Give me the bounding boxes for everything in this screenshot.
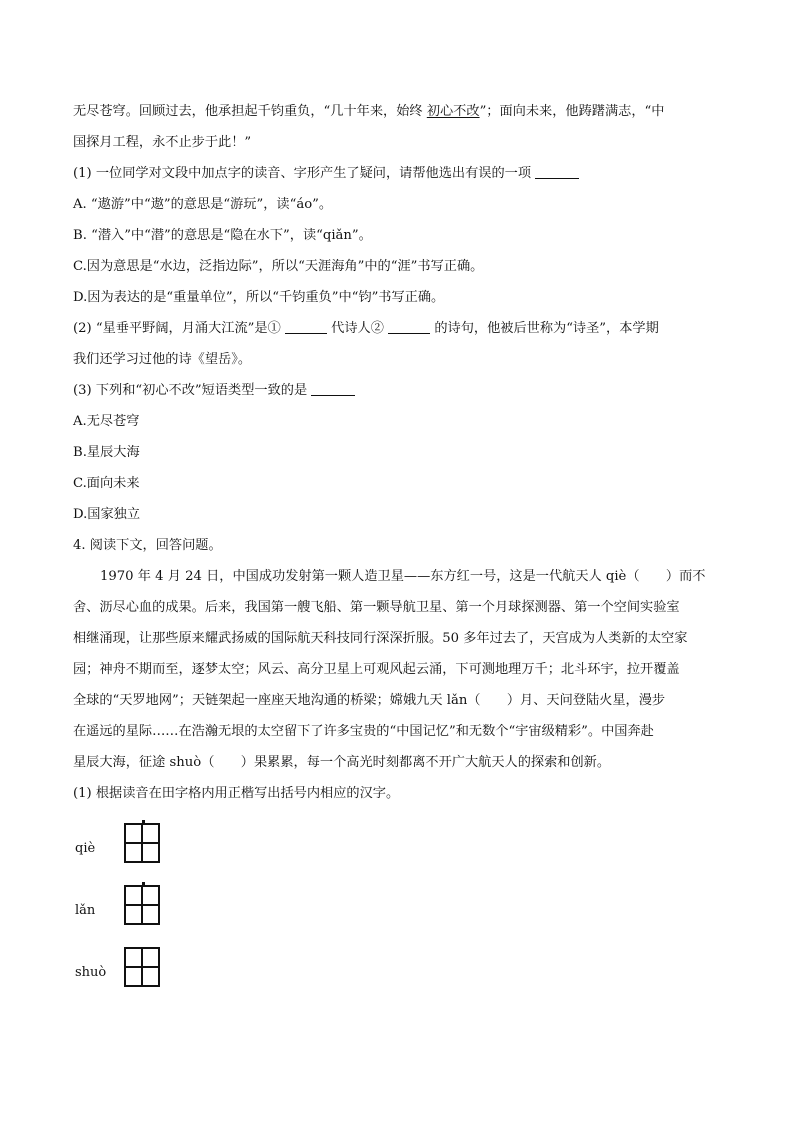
tianzige-box[interactable] <box>124 947 160 987</box>
question-3-1-stem: (1) 一位同学对文段中加点字的读音、字形产生了疑问，请帮他选出有误的一项 <box>73 158 723 189</box>
underlined-phrase: 初心不改 <box>426 104 480 119</box>
question-4-title: 4. 阅读下文，回答问题。 <box>73 538 222 553</box>
exam-page <box>73 96 723 1009</box>
tianzige-box[interactable] <box>124 885 160 925</box>
tianzige-row-lan <box>73 885 723 947</box>
tianzige-row-shuo <box>73 947 723 1009</box>
option-b: B.星辰大海 <box>73 445 140 460</box>
answer-blank-poet[interactable] <box>388 319 430 334</box>
option-a: A. “遨游”中“遨”的意思是“游玩”，读“áo”。 <box>73 197 333 212</box>
reading-line: 全球的“天罗地网”；天链架起一座座天地沟通的桥梁；嫦娥九天 lǎn（ ）月、天问登陆火星，漫步 <box>73 693 666 708</box>
tianzige-row-qie <box>73 823 723 885</box>
question-3-2-line2: 我们还学习过他的诗《望岳》。 <box>73 352 252 367</box>
question-4-1-stem: (1) 根据读音在田字格内用正楷写出括号内相应的汉字。 <box>73 786 400 801</box>
reading-line: 相继涌现，让那些原来耀武扬威的国际航天科技同行深深折服。50 多年过去了，天宫成为人类新的太空家 <box>73 631 688 646</box>
reading-line: 在遥远的星际……在浩瀚无垠的太空留下了许多宝贵的“中国记忆”和无数个“宇宙级精彩”。中国奔赴 <box>73 724 654 739</box>
option-a: A.无尽苍穹 <box>73 414 140 429</box>
option-c: C.面向未来 <box>73 476 140 491</box>
passage-line: 国探月工程，永不止步于此！” <box>73 135 252 150</box>
passage-line: 无尽苍穹。回顾过去，他承担起千钧重负，“几十年来，始终 初心不改”；面向未来，他踌躇满志，“中 <box>73 104 665 119</box>
reading-line: 星辰大海，征途 shuò（ ）果累累，每一个高光时刻都离不开广大航天人的探索和创新。 <box>73 755 611 770</box>
pinyin-label: qiè <box>75 841 96 856</box>
pinyin-label: lǎn <box>75 903 96 918</box>
question-3-2: (2) “星垂平野阔，月涌大江流”是① 代诗人② 的诗句，他被后世称为“诗圣”，本学期 <box>73 321 659 336</box>
answer-blank[interactable] <box>535 164 579 179</box>
tianzige-box[interactable] <box>124 823 160 863</box>
answer-blank[interactable] <box>311 381 355 396</box>
option-d: D.因为表达的是“重量单位”，所以“千钧重负”中“钧”书写正确。 <box>73 290 445 305</box>
pinyin-label: shuò <box>75 965 107 980</box>
option-c: C.因为意思是“水边，泛指边际”，所以“天涯海角”中的“涯”书写正确。 <box>73 259 484 274</box>
reading-line: 舍、沥尽心血的成果。后来，我国第一艘飞船、第一颗导航卫星、第一个月球探测器、第一个空间实验室 <box>73 600 680 615</box>
question-3-3-stem: (3) 下列和“初心不改”短语类型一致的是 <box>73 375 723 406</box>
option-b: B. “潜入”中“潜”的意思是“隐在水下”，读“qiǎn”。 <box>73 228 372 243</box>
reading-line: 园；神舟不期而至，逐梦太空；风云、高分卫星上可观风起云涌，下可测地理万千；北斗环宇，拉开覆盖 <box>73 662 680 677</box>
option-d: D.国家独立 <box>73 507 141 522</box>
reading-line: 1970 年 4 月 24 日，中国成功发射第一颗人造卫星——东方红一号，这是一代航天人 qiè（ ）而不 <box>100 569 706 584</box>
answer-blank-dynasty[interactable] <box>285 319 327 334</box>
